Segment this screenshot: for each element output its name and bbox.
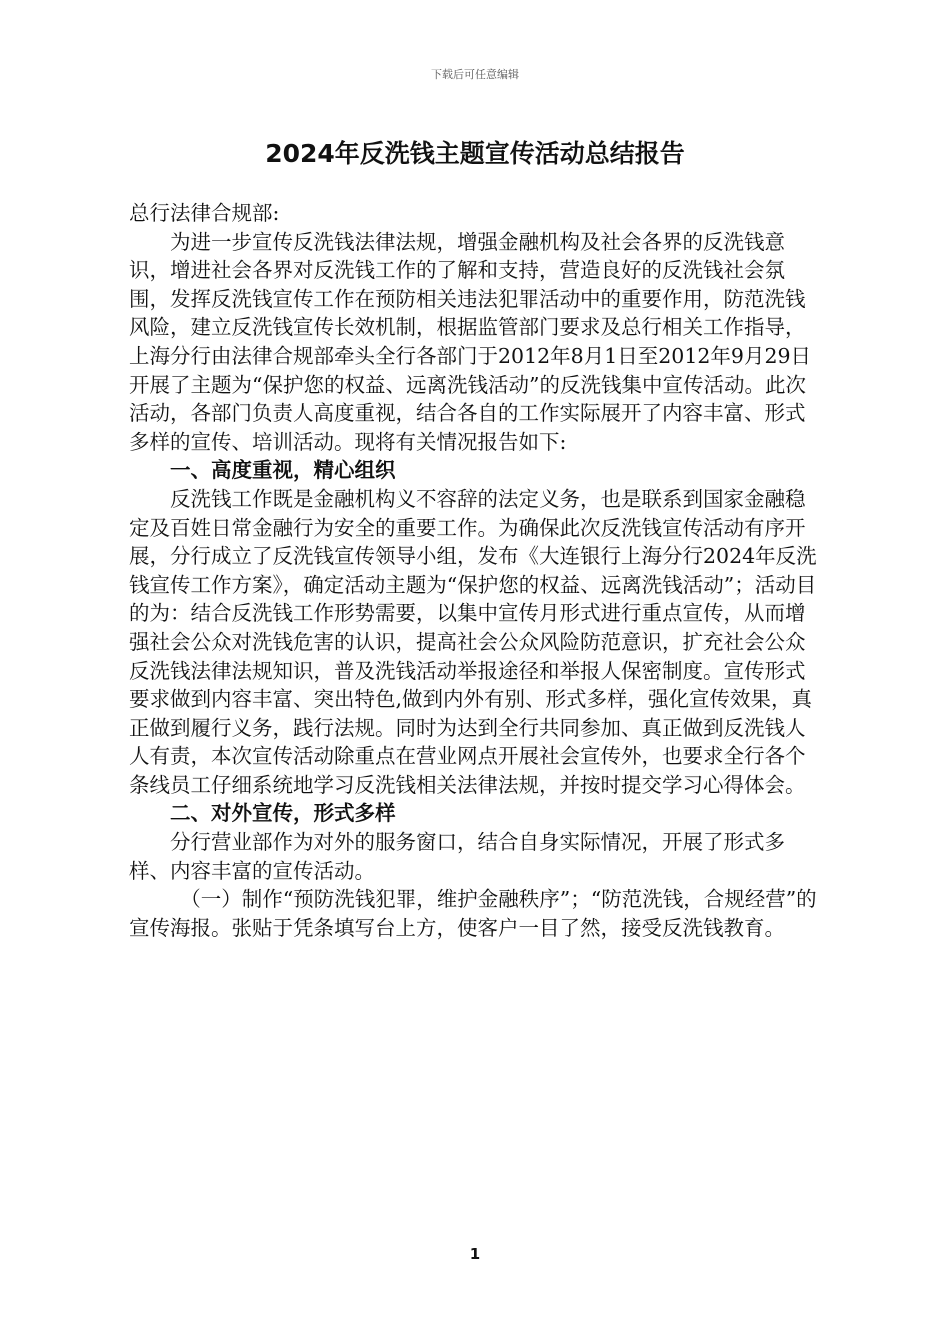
document-body bbox=[129, 199, 823, 942]
intro-paragraph: 为进一步宣传反洗钱法律法规，增强金融机构及社会各界的反洗钱意识，增进社会各界对反洗钱工作的了解和支持，营造良好的反洗钱社会氛围，发挥反洗钱宣传工作在预防相关违法犯罪活动中的重要作用，防范洗钱风险，建立反洗钱宣传长效机制，根据监管部门要求及总行相关工作指导，上海分行由法律合规部牵头全行各部门于2012年8月1日至2012年9月29日开展了主题为“保护您的权益、远离洗钱活动”的反洗钱集中宣传活动。此次活动，各部门负责人高度重视，结合各自的工作实际展开了内容丰富、形式多样的宣传、培训活动。现将有关情况报告如下: bbox=[129, 229, 812, 454]
section-1-heading: 一、高度重视，精心组织 bbox=[170, 458, 396, 483]
document-title: 2024年反洗钱主题宣传活动总结报告 bbox=[265, 139, 685, 168]
page-number: 1 bbox=[469, 1245, 481, 1263]
section-2-item-1: （一）制作“预防洗钱犯罪，维护金融秩序”；“防范洗钱，合规经营”的宣传海报。张贴于凭条填写台上方，使客户一目了然，接受反洗钱教育。 bbox=[129, 887, 817, 940]
section-2-paragraph: 分行营业部作为对外的服务窗口，结合自身实际情况，开展了形式多样、内容丰富的宣传活动。 bbox=[129, 830, 785, 883]
header-note: 下载后可任意编辑 bbox=[431, 68, 519, 81]
section-2-heading: 二、对外宣传，形式多样 bbox=[170, 801, 396, 826]
salutation: 总行法律合规部: bbox=[129, 201, 280, 225]
section-1-paragraph: 反洗钱工作既是金融机构义不容辞的法定义务，也是联系到国家金融稳定及百姓日常金融行为安全的重要工作。为确保此次反洗钱宣传活动有序开展，分行成立了反洗钱宣传领导小组，发布《大连银行上海分行2024年反洗钱宣传工作方案》，确定活动主题为“保护您的权益、远离洗钱活动”；活动目的为：结合反洗钱工作形势需要，以集中宣传月形式进行重点宣传，从而增强社会公众对洗钱危害的认识，提高社会公众风险防范意识，扩充社会公众反洗钱法律法规知识，普及洗钱活动举报途径和举报人保密制度。宣传形式要求做到内容丰富、突出特色,做到内外有别、形式多样，强化宣传效果，真正做到履行义务，践行法规。同时为达到全行共同参加、真正做到反洗钱人人有责，本次宣传活动除重点在营业网点开展社会宣传外，也要求全行各个条线员工仔细系统地学习反洗钱相关法律法规，并按时提交学习心得体会。 bbox=[129, 486, 817, 797]
